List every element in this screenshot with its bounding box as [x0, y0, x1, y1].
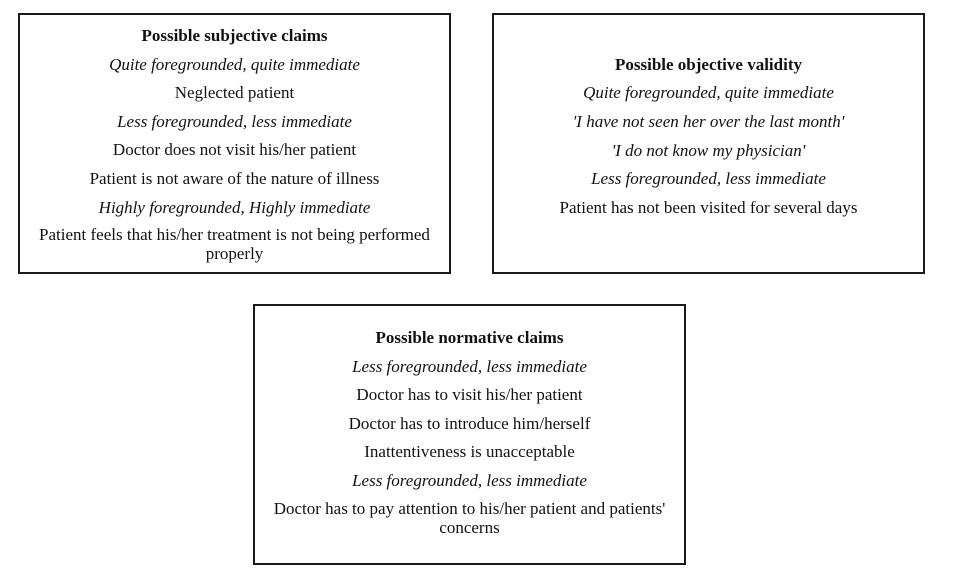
category-label: Less foregrounded, less immediate [117, 111, 352, 131]
category-label: Less foregrounded, less immediate [591, 169, 826, 189]
category-label: Less foregrounded, less immediate [352, 356, 587, 376]
claim-item: Patient has not been visited for several days [559, 197, 858, 217]
claim-item: Doctor has to introduce him/herself [348, 413, 591, 433]
objective-validity-box [492, 13, 925, 274]
claim-item: Inattentiveness is unacceptable [364, 442, 575, 462]
quote-item: 'I have not seen her over the last month' [572, 111, 845, 131]
category-label: Highly foregrounded, Highly immediate [98, 197, 371, 217]
claim-item: Doctor does not visit his/her patient [112, 140, 357, 160]
box-title: Possible objective validity [615, 54, 802, 74]
category-label: Quite foregrounded, quite immediate [109, 54, 360, 74]
category-label: Quite foregrounded, quite immediate [583, 83, 834, 103]
claim-item: Doctor has to pay attention to his/her patient and patients' concerns [273, 498, 666, 537]
normative-claims-box [253, 304, 686, 565]
claim-item: Neglected patient [174, 83, 295, 103]
claim-item: Doctor has to visit his/her patient [356, 385, 583, 405]
claim-item: Patient feels that his/her treatment is not being performed properly [39, 225, 430, 264]
subjective-claims-box [18, 13, 451, 274]
claim-item: Patient is not aware of the nature of illness [89, 168, 380, 188]
category-label: Less foregrounded, less immediate [352, 470, 587, 490]
quote-item: 'I do not know my physician' [611, 140, 806, 160]
box-title: Possible subjective claims [141, 26, 328, 45]
box-title: Possible normative claims [375, 328, 564, 347]
